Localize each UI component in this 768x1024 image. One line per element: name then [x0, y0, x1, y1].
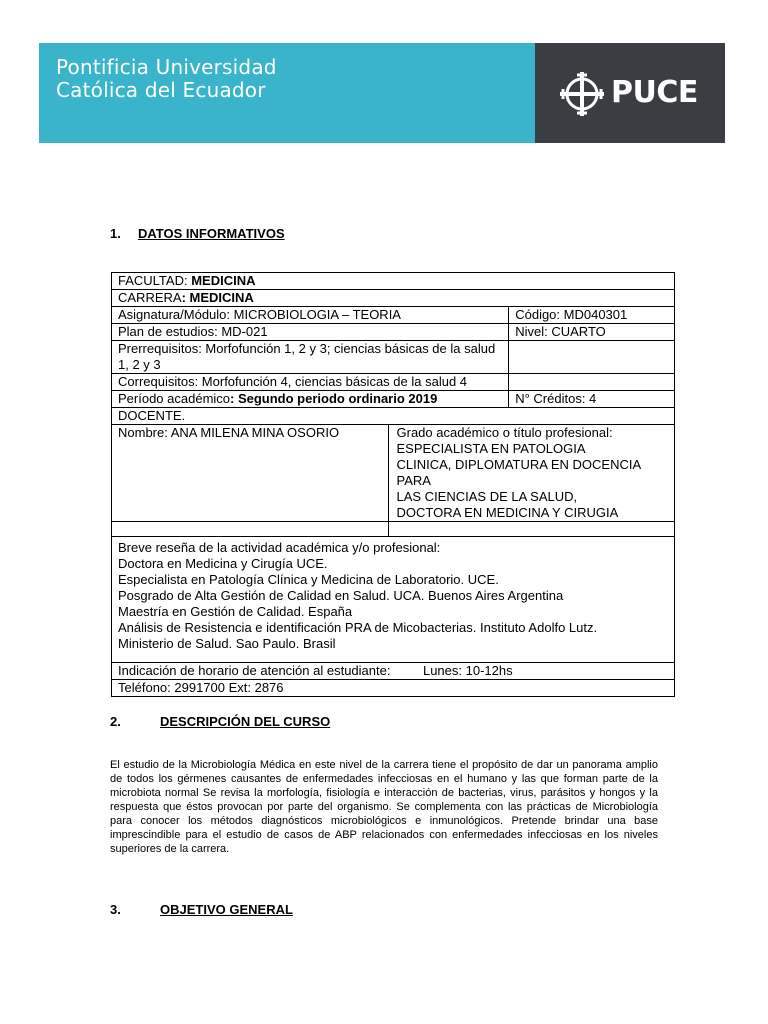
table-row [112, 663, 675, 680]
table-row [112, 425, 675, 522]
puce-cross-icon [559, 71, 605, 117]
table-row [112, 273, 675, 290]
section3-number: 3. [110, 902, 121, 917]
facultad-cell [112, 273, 675, 290]
header-banner [39, 43, 725, 143]
plan-cell: Plan de estudios: MD-021 [112, 324, 509, 341]
table-row [112, 341, 675, 374]
prerrequisitos-cell: Prerrequisitos: Morfofunción 1, 2 y 3; ciencias básicas de la salud 1, 2 y 3 [112, 341, 509, 374]
section1-title: DATOS INFORMATIVOS [138, 226, 285, 241]
section2-heading [110, 714, 330, 729]
grado-cell [388, 425, 675, 522]
periodo-label: Período académico [118, 391, 231, 406]
telefono-cell: Teléfono: 2991700 Ext: 2876 [112, 680, 675, 697]
grado-line: DOCTORA EN MEDICINA Y CIRUGIA [396, 505, 619, 520]
correquisitos-empty-cell [509, 374, 675, 391]
carrera-cell [112, 290, 675, 307]
codigo-cell: Código: MD040301 [509, 307, 675, 324]
facultad-label: FACULTAD: [118, 273, 192, 288]
table-row [112, 391, 675, 408]
grado-line: Grado académico o título profesional: [396, 425, 613, 440]
nivel-cell: Nivel: CUARTO [509, 324, 675, 341]
section3-title: OBJETIVO GENERAL [160, 902, 293, 917]
grado-line: LAS CIENCIAS DE LA SALUD, [396, 489, 578, 504]
table-row [112, 290, 675, 307]
carrera-value: : MEDICINA [181, 290, 254, 305]
table-row [112, 680, 675, 697]
creditos-cell: N° Créditos: 4 [509, 391, 675, 408]
resena-line: Breve reseña de la actividad académica y/o profesional: [118, 540, 441, 555]
table-row [112, 537, 675, 663]
datos-informativos-table [111, 272, 675, 697]
section1-number: 1. [110, 226, 121, 241]
periodo-value: : Segundo periodo ordinario 2019 [230, 391, 438, 406]
banner-left-panel [39, 43, 535, 143]
course-description: El estudio de la Microbiología Médica en este nivel de la carrera tiene el propósito de dar un panorama amplio de todos los gérmenes causantes de enfermedades infecciosas en el humano y las que forman parte de la microbiota normal Se revisa la morfología, fisiología e interacción de bacterias, virus, parásitos y hongos y la respuesta que éstos provocan por parte del organismo. Se complementa con las prácticas de Microbiología para conocer los métodos diagnósticos microbiológicos e inmunológicos. Pretende brindar una base imprescindible para el estudio de casos de ABP relacionados con enfermedades infecciosas en los niveles superiores de la carrera. [110, 759, 658, 855]
facultad-value: MEDICINA [191, 273, 256, 288]
horario-cell: Indicación de horario de atención al estudiante: Lunes: 10-12hs [112, 663, 675, 680]
grado-line: CLINICA, DIPLOMATURA EN DOCENCIA [396, 457, 642, 472]
prerrequisitos-empty-cell [509, 341, 675, 374]
table-row [112, 324, 675, 341]
resena-cell [112, 537, 675, 663]
section2-number: 2. [110, 714, 121, 729]
grado-line: ESPECIALISTA EN PATOLOGIA [396, 441, 586, 456]
university-name-line2: Católica del Ecuador [56, 78, 266, 102]
empty-cell [112, 522, 389, 537]
puce-logo-text: PUCE [611, 75, 698, 110]
nombre-cell: Nombre: ANA MILENA MINA OSORIO [112, 425, 389, 522]
section1-heading [110, 226, 285, 241]
resena-line: Especialista en Patología Clínica y Medicina de Laboratorio. UCE. [118, 572, 499, 587]
docente-cell: DOCENTE. [112, 408, 675, 425]
section2-title: DESCRIPCIÓN DEL CURSO [160, 714, 331, 729]
resena-line: Análisis de Resistencia e identificación PRA de Micobacterias. Instituto Adolfo Lutz. [118, 620, 598, 635]
table-row [112, 522, 675, 537]
resena-line: Ministerio de Salud. Sao Paulo. Brasil [118, 636, 336, 651]
section3-heading [110, 902, 293, 917]
table-row [112, 374, 675, 391]
asignatura-cell: Asignatura/Módulo: MICROBIOLOGIA – TEORIA [112, 307, 509, 324]
university-name-line1: Pontificia Universidad [56, 55, 277, 79]
resena-line: Posgrado de Alta Gestión de Calidad en Salud. UCA. Buenos Aires Argentina [118, 588, 564, 603]
resena-line: Maestría en Gestión de Calidad. España [118, 604, 353, 619]
table-row [112, 307, 675, 324]
correquisitos-cell: Correquisitos: Morfofunción 4, ciencias básicas de la salud 4 [112, 374, 509, 391]
periodo-cell [112, 391, 509, 408]
table-row [112, 408, 675, 425]
grado-line: PARA [396, 473, 431, 488]
empty-cell [388, 522, 675, 537]
carrera-label: CARRERA [118, 290, 182, 305]
resena-line: Doctora en Medicina y Cirugía UCE. [118, 556, 328, 571]
